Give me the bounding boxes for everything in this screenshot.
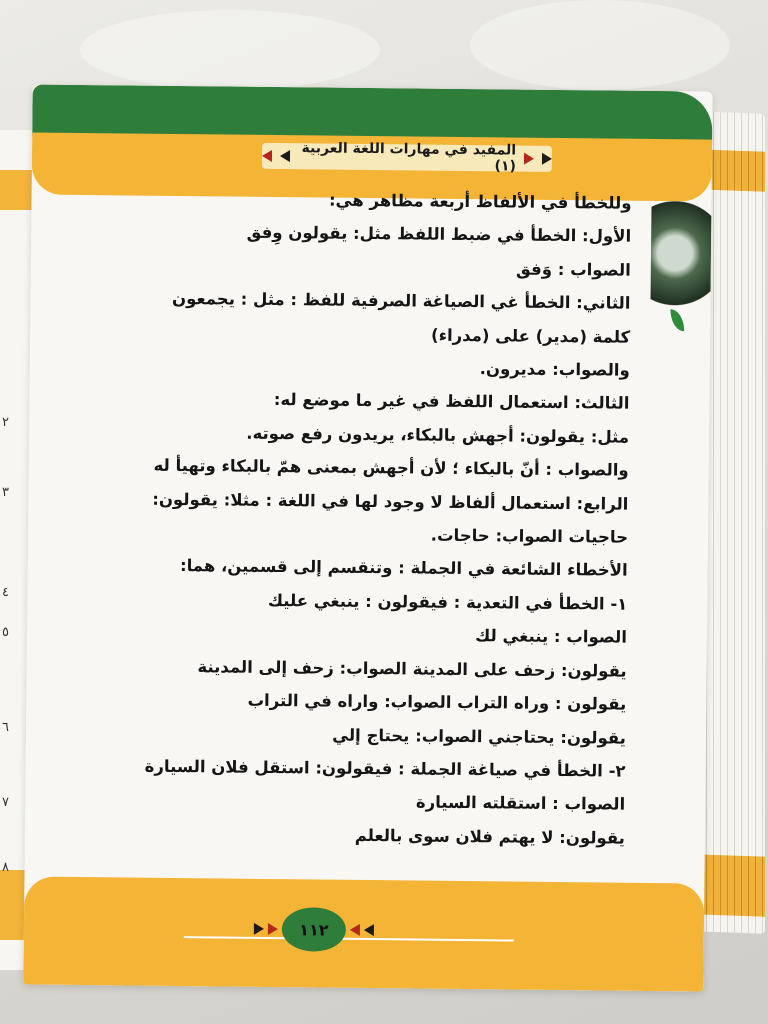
text-line: كلمة (مدير) على (مدراء): [430, 325, 631, 347]
right-arrow-icon: [254, 923, 264, 935]
book-title: المفيد في مهارات اللغة العربية (١): [301, 140, 517, 175]
book-page: [23, 84, 712, 991]
left-page-number: ٨: [2, 860, 9, 875]
cloth-fold: [80, 10, 380, 90]
text-line: الرابع: استعمال ألفاظ لا وجود لها في اللغة : مثلا: يقولون:: [152, 489, 629, 514]
left-arrow-icon: [262, 150, 272, 162]
text-line: يقولون: يحتاجني الصواب: يحتاج إلي: [332, 725, 627, 748]
left-page-number: ٦: [2, 720, 9, 735]
decorative-ornament: [650, 201, 711, 332]
left-arrow-icon: [350, 924, 360, 936]
page-number-group: [254, 907, 374, 952]
text-line: الصواب : وَفق: [516, 259, 631, 280]
text-line: مثل: يقولون: أجهش بالبكاء، يريدون رفع صوته.: [246, 423, 630, 447]
text-line: الصواب : ينبغي لك: [475, 626, 628, 647]
text-line: والصواب: مديرون.: [479, 359, 630, 380]
running-header: [262, 140, 552, 175]
left-page-number: ٢: [2, 415, 9, 430]
text-line: يقولون: زحف على المدينة الصواب: زحف إلى المدينة: [197, 656, 627, 681]
left-page-number: ٤: [2, 585, 9, 600]
left-page-number: ٣: [2, 485, 9, 500]
text-line: وللخطأ في الألفاظ أربعة مظاهر هي:: [328, 190, 632, 213]
text-line: حاجيات الصواب: حاجات.: [430, 525, 629, 547]
left-page-number: ٧: [2, 795, 9, 810]
text-line: الأول: الخطأ في ضبط اللفظ مثل: يقولون وِفق: [246, 223, 632, 247]
left-page-number: ٥: [2, 625, 9, 640]
text-line: يقولون : وراه التراب الصواب: واراه في التراب: [247, 690, 627, 714]
text-line: الصواب : استقلته السيارة: [415, 792, 626, 815]
text-line: ١- الخطأ في التعدية : فيقولون : ينبغي عليك: [267, 590, 628, 614]
right-arrow-icon: [542, 153, 552, 165]
left-arrow-icon: [364, 924, 374, 936]
text-line: ٢- الخطأ في صياغة الجملة : فيقولون: استقل فلان السيارة: [144, 756, 626, 781]
cloth-fold: [470, 0, 730, 90]
right-arrow-icon: [268, 923, 278, 935]
left-arrow-icon: [280, 150, 290, 162]
page-number: ١١٢: [282, 907, 346, 952]
text-line: الثالث: استعمال اللفظ في غير ما موضع له:: [273, 390, 630, 414]
text-line: الأخطاء الشائعة في الجملة : وتنقسم إلى قسمين، هما:: [179, 556, 628, 581]
page-body: [35, 181, 632, 855]
text-line: يقولون: لا يهتم فلان سوى بالعلم: [354, 825, 625, 848]
right-arrow-icon: [524, 153, 534, 165]
text-line: والصواب : أنّ بالبكاء ؛ لأن أجهش بمعنى همّ بالبكاء وتهيأ له: [153, 456, 629, 480]
text-line: الثاني: الخطأ غي الصياغة الصرفية للفظ : مثل : يجمعون: [171, 289, 631, 313]
